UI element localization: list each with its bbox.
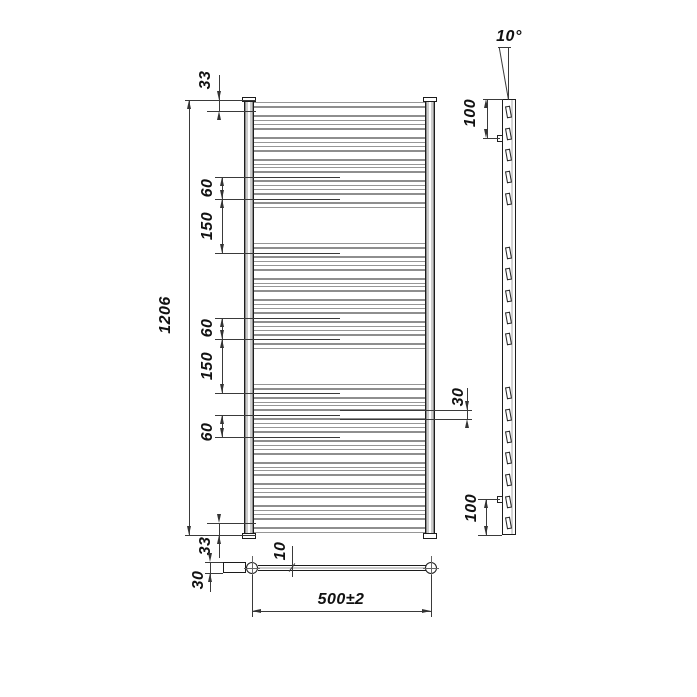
dim-label-rung-thickness: 10 [272, 541, 289, 561]
dim-arrowhead [220, 318, 224, 327]
dim-arrowhead [252, 609, 261, 613]
dim-arrowhead [187, 526, 191, 535]
dim-label-bottom-offset: 33 [197, 536, 214, 556]
dim-arrowhead [217, 514, 221, 523]
dim-arrowhead [484, 129, 488, 138]
dim-arrowhead [220, 384, 224, 393]
dim-arrowhead [220, 244, 224, 253]
dim-label-top-offset: 33 [197, 70, 214, 90]
dim-arrowhead [217, 111, 221, 120]
dim-arrowhead [220, 339, 224, 348]
dim-arrowhead [484, 499, 488, 508]
dim-label-bracket-bottom-offset: 100 [463, 493, 480, 523]
dim-label-bracket-top-offset: 100 [462, 98, 479, 128]
dim-arrowhead [484, 526, 488, 535]
dim-arrowhead [208, 553, 212, 562]
dim-arrowhead [422, 609, 431, 613]
dim-label-rung-width: 30 [450, 387, 467, 407]
dim-arrowhead [220, 415, 224, 424]
dim-arrowhead [220, 177, 224, 186]
dim-arrowhead [217, 91, 221, 100]
dim-arrowhead [217, 535, 221, 544]
dim-label-pitch-mid: 60 [199, 318, 216, 338]
dim-arrowhead [187, 100, 191, 109]
dim-label-overall-width: 500±2 [317, 591, 365, 608]
dim-label-gap-top: 150 [199, 211, 216, 240]
dim-label-pitch-top: 60 [199, 178, 216, 197]
dim-label-total-height: 1206 [157, 296, 174, 334]
dim-arrowhead [208, 573, 212, 582]
dim-arrowhead [465, 419, 469, 428]
dim-label-bracket-depth: 30 [190, 570, 207, 590]
dim-arrowhead [220, 199, 224, 208]
dim-arrowhead [220, 190, 224, 199]
dim-label-rung-angle: 10° [496, 28, 522, 45]
dim-label-gap-mid: 150 [199, 351, 216, 381]
dim-arrowhead [220, 428, 224, 437]
dim-arrowhead [484, 99, 488, 108]
dim-arrowhead [220, 330, 224, 339]
dim-arrowhead [465, 401, 469, 410]
dim-label-pitch-bottom: 60 [199, 422, 216, 442]
